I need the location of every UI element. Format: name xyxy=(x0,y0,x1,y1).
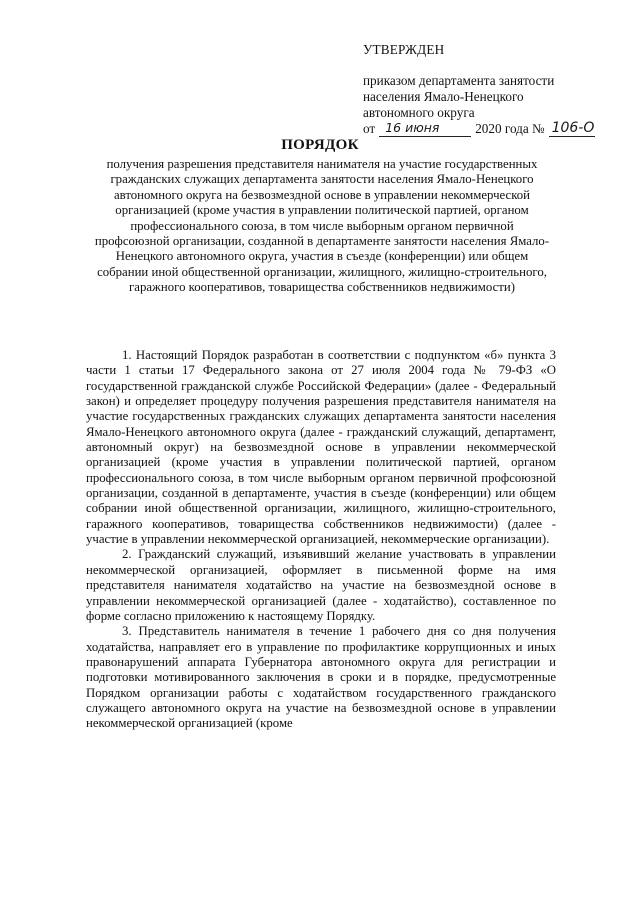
paragraph: 3. Представитель нанимателя в течение 1 рабочего дня со дня получения ходатайства, направляет его в управление по профилактике коррупционных и иных правонарушений аппарата Губернатора автономного округа для регистрации и подготовки мотивированного заключения в сроки и в порядке, предусмотренные Порядком организации работы с ходатайством государственного гражданского служащего автономного округа на участие на безвозмездной основе в управлении некоммерческой организацией (кроме xyxy=(86,624,556,731)
approval-line: автономного округа xyxy=(363,105,475,120)
year-text: 2020 года № xyxy=(475,121,545,136)
date-blank xyxy=(379,122,471,137)
approval-block xyxy=(363,42,613,137)
approval-title: УТВЕРЖДЕН xyxy=(363,42,445,57)
paragraph: 2. Гражданский служащий, изъявивший желание участвовать в управлении некоммерческой организацией, оформляет в письменной форме на имя представителя нанимателя ходатайство на участие на безвозмездной основе в управлении некоммерческой организацией (далее - ходатайство), составленное по форме согласно приложению к настоящему Порядку. xyxy=(86,547,556,623)
paragraph: 1. Настоящий Порядок разработан в соответствии с подпунктом «б» пункта 3 части 1 статьи 17 Федерального закона от 27 июля 2004 года № 79-ФЗ «О государственной гражданской службе Российской Федерации» (далее - Федеральный закон) и определяет процедуру получения разрешения представителя нанимателя на участие государственных гражданских служащих департамента занятости населения Ямало-Ненецкого автономного округа (далее - гражданский служащий, департамент, автономный округ) на безвозмездной основе в управлении некоммерческой организацией (кроме участия в управлении политической партией, органом профессионального союза, в том числе выборным органом первичной профсоюзной организации, созданной в департаменте, участия в съезде (конференции) или общем собрании иной общественной организации, жилищного, жилищно-строительного, гаражного кооперативов, товарищества собственников недвижимости) (далее - участие в управлении некоммерческой организацией, некоммерческие организации). xyxy=(86,348,556,547)
approval-line: приказом департамента занятости xyxy=(363,73,555,88)
document-body xyxy=(86,348,556,732)
date-prefix: от xyxy=(363,121,376,136)
document-heading: ПОРЯДОК xyxy=(281,137,359,153)
handwritten-number: 106-О xyxy=(551,120,595,136)
document-subtitle: получения разрешения представителя нанимателя на участие государственных гражданских служащих департамента занятости населения Ямало-Ненецкого автономного округа на безвозмездной основе в управлении некоммерческой организацией (кроме участия в управлении политической партией, органом профессионального союза, в том числе выборным органом первичной профсоюзной организации, созданной в департаменте занятости населения Ямало-Ненецкого автономного округа, участия в съезде (конференции) или общем собрании иной общественной организации, жилищного, жилищно-строительного, гаражного кооперативов, товарищества собственников недвижимости) xyxy=(94,157,550,295)
number-blank xyxy=(549,122,595,137)
handwritten-date: 16 июня xyxy=(385,120,440,135)
approval-date-line xyxy=(363,121,613,137)
approval-line: населения Ямало-Ненецкого xyxy=(363,89,524,104)
